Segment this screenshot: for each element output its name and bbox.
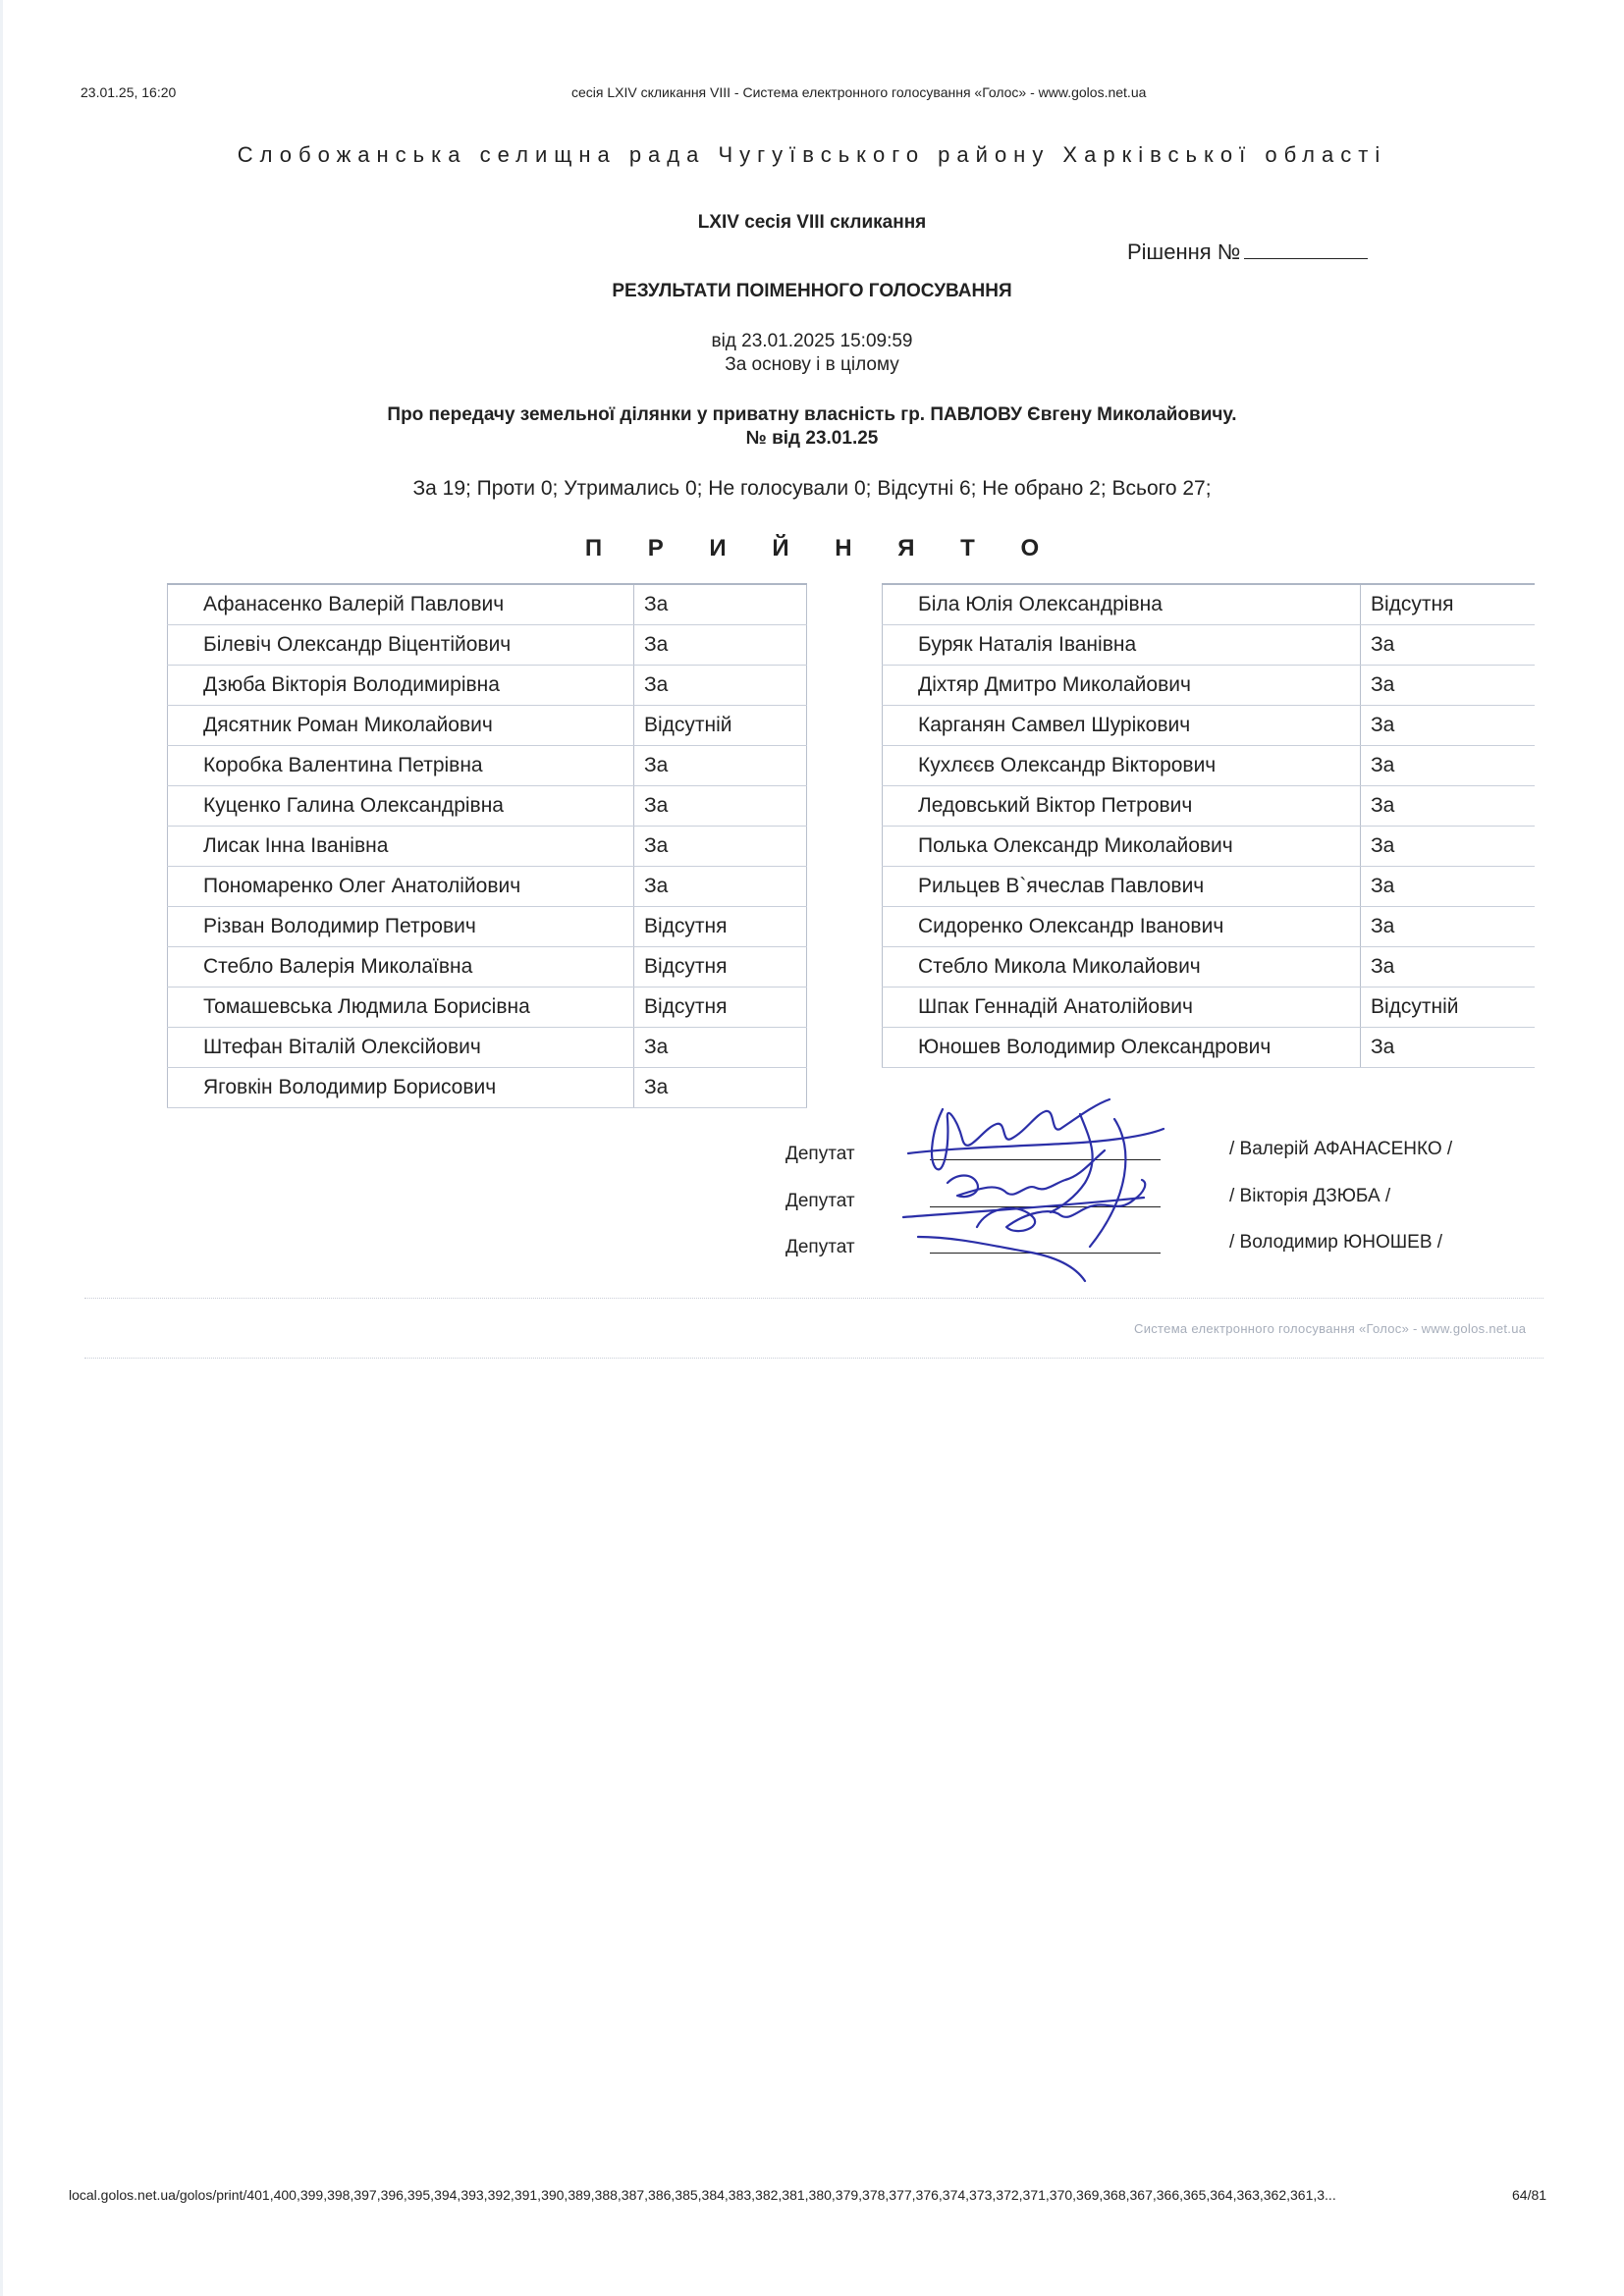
print-url: local.golos.net.ua/golos/print/401,400,399,398,397,396,395,394,393,392,391,390,389,388,387,386,385,384,383,382,381,380,379,378,377,376,374,373,372,371,370,369,368,367,366,365,364,363,362,361,3... [69, 2187, 1336, 2203]
vote-basis: За основу і в цілому [725, 354, 899, 375]
deputy-vote: За [1361, 746, 1536, 786]
vote-row [883, 907, 1536, 947]
deputy-name: Дзюба Вікторія Володимирівна [168, 666, 634, 706]
vote-row [168, 1028, 807, 1068]
decision-blank-line [1244, 240, 1368, 259]
outcome-accepted: П Р И Й Н Я Т О [584, 535, 1059, 561]
deputy-name: Біла Юлія Олександрівна [883, 584, 1361, 625]
vote-row [168, 1068, 807, 1108]
vote-row [168, 625, 807, 666]
vote-row [168, 827, 807, 867]
deputy-name: Полька Олександр Миколайович [883, 827, 1361, 867]
decision-number [1127, 240, 1368, 265]
vote-row [168, 746, 807, 786]
vote-row [168, 584, 807, 625]
deputy-name: Куценко Галина Олександрівна [168, 786, 634, 827]
deputy-name: Сидоренко Олександр Іванович [883, 907, 1361, 947]
vote-row [883, 625, 1536, 666]
signature-label: Депутат [785, 1191, 855, 1211]
signatory-name: / Володимир ЮНОШЕВ / [1229, 1232, 1443, 1253]
results-title: РЕЗУЛЬТАТИ ПОІМЕННОГО ГОЛОСУВАННЯ [612, 281, 1012, 301]
deputy-name: Штефан Віталій Олексійович [168, 1028, 634, 1068]
print-page-title: сесія LXIV скликання VIII - Система електронного голосування «Голос» - www.golos.net.ua [571, 84, 1147, 100]
deputy-name: Карганян Самвел Шурікович [883, 706, 1361, 746]
deputy-name: Дясятник Роман Миколайович [168, 706, 634, 746]
deputy-vote: Відсутня [634, 988, 807, 1028]
footer-system-text: Система електронного голосування «Голос» - www.golos.net.ua [1134, 1321, 1527, 1336]
print-page-number: 64/81 [1512, 2187, 1547, 2203]
subject-number: № від 23.01.25 [745, 428, 879, 449]
vote-row [883, 666, 1536, 706]
vote-row [883, 746, 1536, 786]
deputy-vote: Відсутня [634, 907, 807, 947]
deputy-vote: За [1361, 907, 1536, 947]
deputy-name: Стебло Валерія Миколаївна [168, 947, 634, 988]
signature-label: Депутат [785, 1144, 855, 1164]
deputy-vote: За [634, 1068, 807, 1108]
deputy-name: Стебло Микола Миколайович [883, 947, 1361, 988]
deputy-vote: Відсутня [1361, 584, 1536, 625]
vote-row [168, 988, 807, 1028]
decision-label: Рішення № [1127, 240, 1241, 264]
deputy-name: Афанасенко Валерій Павлович [168, 584, 634, 625]
deputy-vote: За [1361, 827, 1536, 867]
deputy-vote: За [1361, 1028, 1536, 1068]
deputy-vote: Відсутня [634, 947, 807, 988]
vote-row [168, 907, 807, 947]
deputy-vote: За [634, 786, 807, 827]
deputy-vote: За [1361, 666, 1536, 706]
deputy-name: Шпак Геннадій Анатолійович [883, 988, 1361, 1028]
handwritten-signatures [889, 1090, 1222, 1296]
deputy-vote: За [634, 1028, 807, 1068]
vote-row [883, 947, 1536, 988]
vote-row [883, 1028, 1536, 1068]
deputy-name: Діхтяр Дмитро Миколайович [883, 666, 1361, 706]
deputy-name: Яговкін Володимир Борисович [168, 1068, 634, 1108]
signatory-name: / Валерій АФАНАСЕНКО / [1229, 1139, 1453, 1159]
vote-row [883, 867, 1536, 907]
vote-row [883, 706, 1536, 746]
votes-table-right [882, 583, 1535, 1068]
deputy-name: Буряк Наталія Іванівна [883, 625, 1361, 666]
deputy-name: Кухлєєв Олександр Вікторович [883, 746, 1361, 786]
deputy-name: Пономаренко Олег Анатолійович [168, 867, 634, 907]
deputy-vote: Відсутній [634, 706, 807, 746]
vote-row [168, 867, 807, 907]
deputy-vote: За [1361, 947, 1536, 988]
vote-row [168, 706, 807, 746]
deputy-name: Ледовський Віктор Петрович [883, 786, 1361, 827]
signatory-name: / Вікторія ДЗЮБА / [1229, 1186, 1391, 1206]
deputy-vote: За [1361, 625, 1536, 666]
vote-row [883, 988, 1536, 1028]
vote-row [883, 827, 1536, 867]
session-title: LXIV сесія VIII скликання [697, 212, 927, 233]
vote-row [168, 947, 807, 988]
vote-row [168, 666, 807, 706]
deputy-vote: За [634, 827, 807, 867]
deputy-vote: Відсутній [1361, 988, 1536, 1028]
footer-divider [84, 1358, 1543, 1359]
vote-totals: За 19; Проти 0; Утримались 0; Не голосували 0; Відсутні 6; Не обрано 2; Всього 27; [412, 477, 1212, 500]
council-name: Слобожанська селищна рада Чугуївського району Харківської області [237, 142, 1387, 167]
deputy-name: Лисак Інна Іванівна [168, 827, 634, 867]
vote-row [883, 786, 1536, 827]
deputy-vote: За [634, 746, 807, 786]
votes-table-left [167, 583, 807, 1108]
signature-label: Депутат [785, 1237, 855, 1257]
deputy-vote: За [1361, 867, 1536, 907]
deputy-vote: За [634, 584, 807, 625]
footer-divider [84, 1298, 1543, 1299]
deputy-name: Коробка Валентина Петрівна [168, 746, 634, 786]
deputy-vote: За [634, 666, 807, 706]
deputy-vote: За [1361, 786, 1536, 827]
print-datetime: 23.01.25, 16:20 [81, 84, 177, 100]
vote-date: від 23.01.2025 15:09:59 [711, 331, 913, 351]
deputy-vote: За [1361, 706, 1536, 746]
vote-row [168, 786, 807, 827]
vote-subject: Про передачу земельної ділянки у приватну власність гр. ПАВЛОВУ Євгену Миколайовичу. [387, 404, 1237, 425]
deputy-name: Рильцев В`ячеслав Павлович [883, 867, 1361, 907]
deputy-name: Юношев Володимир Олександрович [883, 1028, 1361, 1068]
deputy-vote: За [634, 625, 807, 666]
deputy-vote: За [634, 867, 807, 907]
deputy-name: Білевіч Олександр Віцентійович [168, 625, 634, 666]
vote-row [883, 584, 1536, 625]
deputy-name: Томашевська Людмила Борисівна [168, 988, 634, 1028]
deputy-name: Різван Володимир Петрович [168, 907, 634, 947]
